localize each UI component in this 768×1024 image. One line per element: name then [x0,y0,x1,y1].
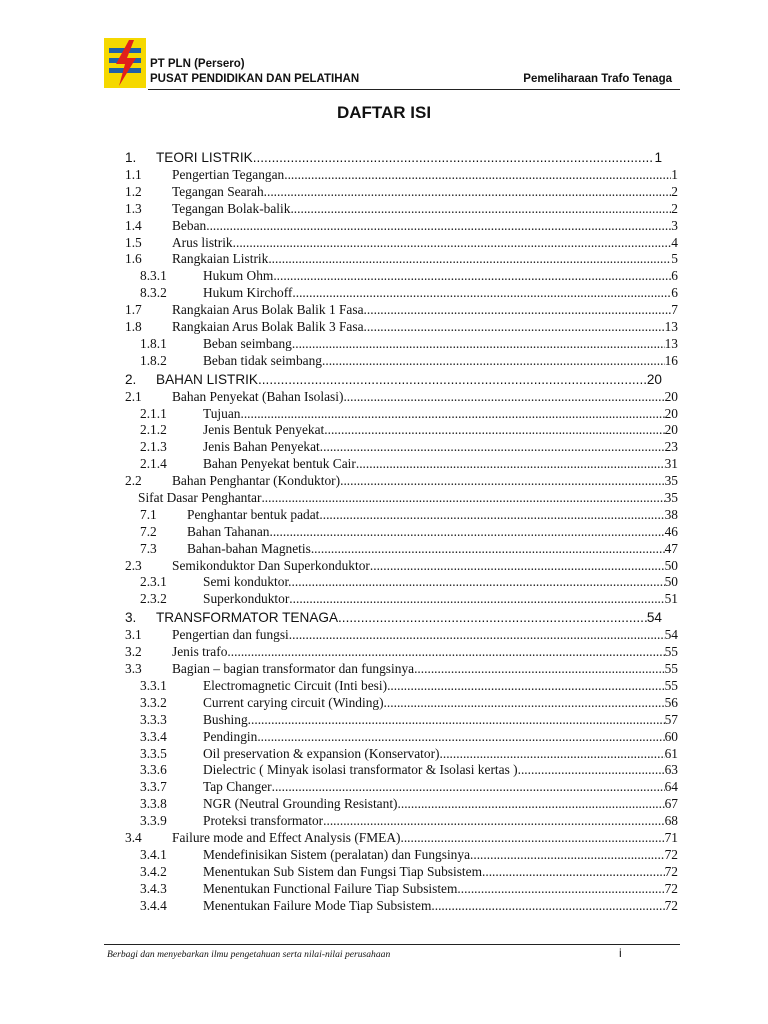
toc-page-number: 63 [664,762,678,778]
toc-page-number: 56 [664,694,678,710]
toc-page-number: 20 [664,422,678,438]
toc-label: Current carying circuit (Winding) [203,694,384,710]
dot-leader [400,830,664,847]
toc-page-number: 51 [664,591,678,607]
toc-label: Menentukan Failure Mode Tiap Subsistem [203,897,432,913]
toc-number: 3.4 [125,829,142,845]
toc-page-number: 16 [664,352,678,368]
toc-entry [125,507,678,524]
toc-entry [125,336,678,353]
toc-label: Proteksi transformator [203,813,324,829]
toc-entry [125,644,678,661]
toc-number: 2.1.1 [140,405,167,421]
dot-leader [272,779,665,796]
toc-number: 1.8 [125,319,142,335]
toc-entry [125,591,678,608]
toc-entry [125,574,678,591]
dot-leader [292,336,665,353]
toc-entry [125,167,678,184]
toc-number: 1.8.2 [140,352,167,368]
toc-label: Beban seimbang [203,335,292,351]
dot-leader [440,746,665,763]
company-line-2: PUSAT PENDIDIKAN DAN PELATIHAN [150,73,360,85]
toc-entry [125,678,678,695]
toc-label: Bahan Penyekat bentuk Cair [203,456,356,472]
toc-entry [125,864,678,881]
toc-label: Bagian – bagian transformator dan fungsinya [172,661,415,677]
dot-leader [261,490,664,507]
dot-leader [258,370,647,389]
toc-label: Oil preservation & expansion (Konservator) [203,745,440,761]
toc-label: Jenis Bentuk Penyekat [203,422,325,438]
toc-label: Arus listrik. [172,234,236,250]
toc-page-number: 35 [664,473,678,489]
toc-label: Sifat Dasar Penghantar [138,490,262,506]
toc-label: Failure mode and Effect Analysis (FMEA) [172,829,401,845]
toc-entry [125,813,678,830]
dot-leader [340,473,665,490]
dot-leader [290,201,671,218]
page-header [104,38,680,90]
toc-page-number: 20 [646,371,662,387]
dot-leader [323,813,664,830]
toc-page-number: 1 [654,150,662,165]
toc-page-number: 55 [664,661,678,677]
toc-entry [125,661,678,678]
toc-label: Beban tidak seimbang [203,352,322,368]
toc-page-number: 6 [671,285,678,301]
toc-page-number: 50 [664,557,678,573]
toc-number: 3.3.2 [140,694,167,710]
toc-entry [125,729,678,746]
toc-page-number: 57 [664,711,678,727]
toc-entry [125,184,678,201]
toc-number: 3.2 [125,644,142,660]
toc-number: 1. [125,150,137,165]
toc-number: 2.1.2 [140,422,167,438]
toc-entry [125,746,678,763]
dot-leader [320,439,665,456]
dot-leader [319,507,664,524]
toc-entry [125,558,678,575]
toc-label: Beban [172,217,207,233]
toc-label: Bushing [203,711,248,727]
toc-entry [125,712,678,729]
dot-leader [289,627,665,644]
toc-entry [125,456,678,473]
dot-leader [240,406,664,423]
dot-leader [387,678,665,695]
dot-leader [257,729,664,746]
footer-page-number: i [619,946,622,960]
toc-number: 2.3 [125,557,142,573]
toc-label: Bahan Tahanan [187,523,270,539]
dot-leader [364,319,665,336]
toc-page-number: 7 [671,302,678,318]
toc-label: Tegangan Bolak-balik [172,200,291,216]
toc-entry [125,524,678,541]
toc-label: Rangkaian Listrik. [172,251,272,267]
toc-label: Bahan Penghantar (Konduktor) [172,473,341,489]
toc-label: Menentukan Functional Failure Tiap Subsistem [203,880,458,896]
toc-page-number: 61 [664,745,678,761]
toc-page-number: 5 [671,251,678,267]
toc-page-number: 20 [664,405,678,421]
toc-page-number: 6 [671,268,678,284]
dot-leader [292,574,665,591]
toc-page-number: 60 [664,728,678,744]
dot-leader [457,881,664,898]
dot-leader [470,847,665,864]
toc-entry [125,218,678,235]
toc-entry [125,389,678,406]
toc-page-number: 50 [664,574,678,590]
toc-number: 2.1.3 [140,439,167,455]
toc-number: 1.5 [125,234,142,250]
toc-page-number: 71 [664,829,678,845]
toc-number: 7.3 [140,540,157,556]
toc-label: Rangkaian Arus Bolak Balik 3 Fasa [172,319,364,335]
dot-leader [236,235,671,252]
toc-label: TEORI LISTRIK [156,150,253,165]
toc-page-number: 1 [671,167,678,182]
toc-entry [125,779,678,796]
toc-page-number: 54 [646,610,662,626]
toc-number: 3.4.4 [140,897,167,913]
toc-page-number: 68 [664,813,678,829]
toc-label: Electromagnetic Circuit (Inti besi) [203,677,388,693]
toc-entry [125,762,678,779]
header-divider [148,89,680,90]
toc-label: NGR (Neutral Grounding Resistant) [203,796,398,812]
toc-entry [125,285,678,302]
dot-leader [314,541,664,558]
toc-label: Hukum Ohm [203,268,274,284]
toc-entry [125,353,678,370]
toc-label: BAHAN LISTRIK [156,371,258,387]
toc-number: 3.3.9 [140,813,167,829]
toc-page-number: 47 [664,540,678,556]
toc-entry [125,695,678,712]
toc-number: 3.3.5 [140,745,167,761]
toc-entry [125,406,678,423]
toc-label: Semi konduktor. [203,574,292,590]
dot-leader [338,608,647,627]
toc-number: 3.3.4 [140,728,167,744]
dot-leader [370,558,665,575]
toc-number: 7.1 [140,506,157,522]
company-line-1: PT PLN (Persero) [150,58,245,70]
toc-number: 3. [125,610,137,626]
dot-leader [227,644,664,661]
toc-page-number: 55 [664,644,678,660]
dot-leader [289,591,664,608]
toc-page-number: 55 [664,677,678,693]
dot-leader [324,422,664,439]
toc-number: 3.3.8 [140,796,167,812]
toc-number: 1.6 [125,251,142,267]
toc-label: Hukum Kirchoff [203,285,293,301]
toc-label: Tegangan Searah [172,183,264,199]
toc-number: 3.3.3 [140,711,167,727]
toc-page-number: 72 [664,863,678,879]
toc-entry [125,796,678,813]
toc-number: 3.3.7 [140,779,167,795]
toc-page-number: 72 [664,897,678,913]
pln-logo [104,38,146,88]
toc-number: 8.3.1 [140,268,167,284]
toc-label: Superkonduktor [203,591,290,607]
toc-label: Mendefinisikan Sistem (peralatan) dan Fungsinya [203,846,471,862]
toc-entry [125,881,678,898]
toc-label: Semikonduktor Dan Superkonduktor [172,557,370,573]
table-of-contents [125,148,678,914]
toc-number: 2.1 [125,388,142,404]
toc-number: 1.1 [125,167,142,182]
toc-page-number: 13 [664,335,678,351]
toc-page-number: 38 [664,506,678,522]
footer-motto: Berbagi dan menyebarkan ilmu pengetahuan serta nilai-nilai perusahaan [107,949,391,960]
toc-label: Pengertian dan fungsi [172,627,289,643]
toc-entry [125,201,678,218]
toc-number: 3.1 [125,627,142,643]
toc-page-number: 13 [664,319,678,335]
toc-label: Tap Changer [203,779,272,795]
dot-leader [292,285,671,302]
toc-entry [125,302,678,319]
toc-page-number: 67 [664,796,678,812]
toc-number: 2.1.4 [140,456,167,472]
toc-label: Rangkaian Arus Bolak Balik 1 Fasa [172,302,364,318]
toc-page-number: 23 [664,439,678,455]
toc-page-number: 64 [664,779,678,795]
toc-page-number: 35 [664,490,678,506]
toc-label: TRANSFORMATOR TENAGA [156,610,339,626]
dot-leader [272,251,672,268]
toc-entry [125,235,678,252]
dot-leader [206,218,671,235]
toc-number: 8.3.2 [140,285,167,301]
toc-number: 1.8.1 [140,335,167,351]
toc-label: Penghantar bentuk padat [187,506,320,522]
toc-number: 3.3.1 [140,677,167,693]
toc-page-number: 46 [664,523,678,539]
dot-leader [248,712,665,729]
toc-entry [125,830,678,847]
toc-number: 1.7 [125,302,142,318]
toc-chapter [125,370,662,389]
toc-label: Dielectric ( Minyak isolasi transformator & Isolasi kertas ) [203,762,518,778]
dot-leader [322,353,665,370]
toc-label: Bahan Penyekat (Bahan Isolasi) [172,388,344,404]
dot-leader [518,762,665,779]
footer-divider [104,944,680,945]
toc-entry [125,541,678,558]
toc-entry [125,627,678,644]
toc-chapter [125,148,662,167]
toc-number: 3.3.6 [140,762,167,778]
toc-entry [125,473,678,490]
dot-leader [431,898,664,915]
toc-chapter [125,608,662,627]
dot-leader [343,389,664,406]
toc-entry [125,898,678,915]
dot-leader [384,695,665,712]
dot-leader [253,148,655,167]
toc-number: 3.4.2 [140,863,167,879]
toc-page-number: 72 [664,880,678,896]
dot-leader [273,268,671,285]
toc-label: Pendingin [203,728,258,744]
dot-leader [284,167,671,184]
toc-label: Pengertian Tegangan [172,167,285,182]
dot-leader [398,796,665,813]
toc-entry [125,422,678,439]
toc-page-number: 3 [671,217,678,233]
dot-leader [414,661,665,678]
toc-number: 2.3.1 [140,574,167,590]
toc-label: Jenis Bahan Penyekat [203,439,320,455]
toc-label: Bahan-bahan Magnetis. [187,540,315,556]
company-name [150,57,359,87]
dot-leader [264,184,672,201]
toc-number: 1.2 [125,183,142,199]
toc-number: 3.4.1 [140,846,167,862]
toc-number: 2.3.2 [140,591,167,607]
toc-entry [125,251,678,268]
toc-entry [125,490,678,507]
toc-entry [125,847,678,864]
toc-page-number: 20 [664,388,678,404]
toc-number: 1.3 [125,200,142,216]
dot-leader [482,864,665,881]
toc-number: 3.4.3 [140,880,167,896]
toc-number: 7.2 [140,523,157,539]
toc-number: 1.4 [125,217,142,233]
toc-number: 3.3 [125,661,142,677]
dot-leader [269,524,664,541]
toc-page-number: 4 [671,234,678,250]
toc-entry [125,268,678,285]
toc-label: Jenis trafo [172,644,228,660]
page-title: DAFTAR ISI [336,103,432,122]
toc-label: Tujuan [203,405,241,421]
document-title: Pemeliharaan Trafo Tenaga [523,73,672,85]
dot-leader [356,456,665,473]
toc-entry [125,439,678,456]
toc-number: 2. [125,371,137,387]
toc-number: 2.2 [125,473,142,489]
toc-entry [125,319,678,336]
toc-page-number: 72 [664,846,678,862]
toc-page-number: 31 [664,456,678,472]
toc-page-number: 2 [671,183,678,199]
dot-leader [364,302,672,319]
toc-label: Menentukan Sub Sistem dan Fungsi Tiap Subsistem [203,863,482,879]
toc-page-number: 54 [664,627,678,643]
toc-page-number: 2 [671,200,678,216]
